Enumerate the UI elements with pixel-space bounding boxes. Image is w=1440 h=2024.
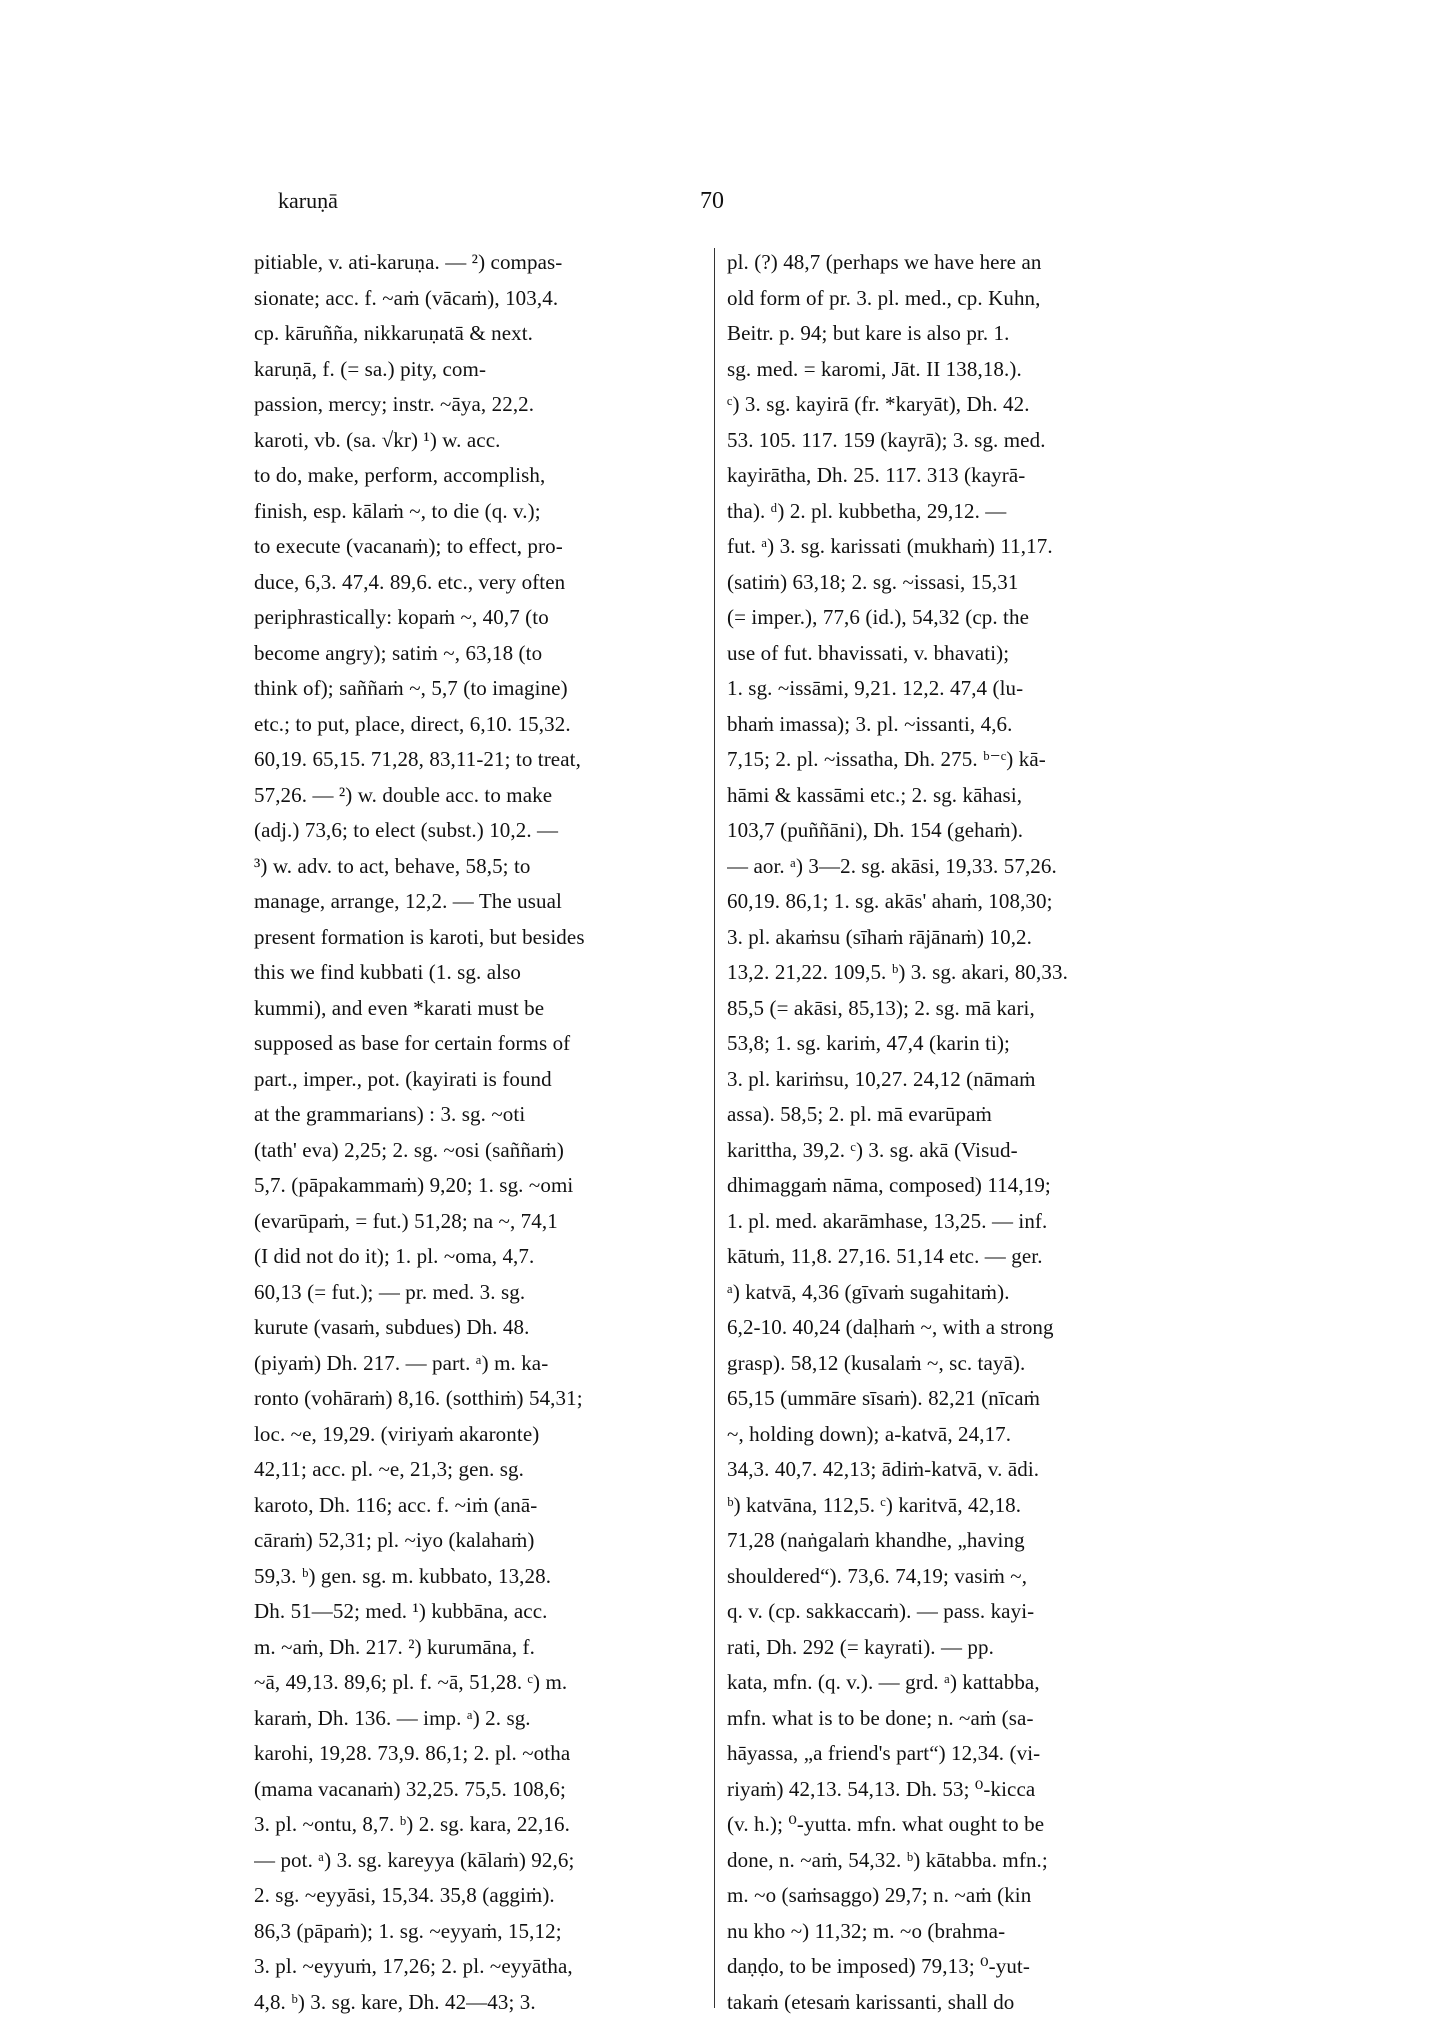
text-line: dhimaggaṁ nāma, composed) 114,19; — [727, 1173, 1051, 1197]
text-line: 5,7. (pāpakammaṁ) 9,20; 1. sg. ~omi — [254, 1173, 574, 1197]
text-line: Dh. 51—52; med. ¹) kubbāna, acc. — [254, 1599, 548, 1623]
text-line: finish, esp. kālaṁ ~, to die (q. v.); — [254, 498, 541, 523]
text-line: (mama vacanaṁ) 32,25. 75,5. 108,6; — [254, 1776, 566, 1801]
text-line: ᶜ) 3. sg. kayirā (fr. *karyāt), Dh. 42. — [727, 392, 1030, 416]
page-number: 70 — [700, 188, 724, 214]
text-line: nu kho ~) 11,32; m. ~o (brahma- — [727, 1918, 1006, 1943]
text-line: ³) w. adv. to act, behave, 58,5; to — [254, 853, 531, 878]
text-line: 57,26. — ²) w. double acc. to make — [254, 782, 553, 807]
text-line: — aor. ᵃ) 3—2. sg. akāsi, 19,33. 57,26. — [727, 853, 1057, 878]
text-line: karohi, 19,28. 73,9. 86,1; 2. pl. ~otha — [254, 1741, 571, 1765]
text-line: (satiṁ) 63,18; 2. sg. ~issasi, 15,31 — [727, 569, 1019, 594]
text-line: ~ā, 49,13. 89,6; pl. f. ~ā, 51,28. ᶜ) m. — [254, 1670, 568, 1694]
text-line: 1. sg. ~issāmi, 9,21. 12,2. 47,4 (lu- — [727, 676, 1024, 700]
text-line: become angry); satiṁ ~, 63,18 (to — [254, 640, 543, 665]
text-line: tha). ᵈ) 2. pl. kubbetha, 29,12. — — [727, 498, 1007, 523]
text-line: sg. med. = karomi, Jāt. II 138,18.). — [727, 356, 1022, 381]
text-line: 7,15; 2. pl. ~issatha, Dh. 275. ᵇ⁻ᶜ) kā- — [727, 747, 1046, 771]
text-line: karoti, vb. (sa. √kr) ¹) w. acc. — [254, 427, 501, 452]
text-line: 53. 105. 117. 159 (kayrā); 3. sg. med. — [727, 427, 1046, 452]
text-line: karuṇā, f. (= sa.) pity, com- — [254, 356, 487, 381]
text-line: (= imper.), 77,6 (id.), 54,32 (cp. the — [727, 605, 1029, 629]
text-line: 60,19. 86,1; 1. sg. akās' ahaṁ, 108,30; — [727, 889, 1053, 913]
text-line: 103,7 (puññāni), Dh. 154 (gehaṁ). — [727, 818, 1024, 842]
text-line: (piyaṁ) Dh. 217. — part. ᵃ) m. ka- — [254, 1350, 549, 1375]
text-line: loc. ~e, 19,29. (viriyaṁ akaronte) — [254, 1421, 540, 1446]
text-line: 13,2. 21,22. 109,5. ᵇ) 3. sg. akari, 80,33. — [727, 960, 1068, 984]
text-line: assa). 58,5; 2. pl. mā evarūpaṁ — [727, 1102, 992, 1126]
text-line: 53,8; 1. sg. kariṁ, 47,4 (karin ti); — [727, 1031, 1010, 1055]
text-line: pl. (?) 48,7 (perhaps we have here an — [727, 250, 1042, 274]
text-line: periphrastically: kopaṁ ~, 40,7 (to — [254, 605, 549, 629]
text-line: pitiable, v. ati-karuṇa. — ²) compas- — [254, 250, 563, 274]
text-line: (tath' eva) 2,25; 2. sg. ~osi (saññaṁ) — [254, 1137, 564, 1162]
text-line: at the grammarians) : 3. sg. ~oti — [254, 1102, 526, 1126]
text-line: hāyassa, „a friend's part“) 12,34. (vi- — [727, 1741, 1041, 1765]
text-line: supposed as base for certain forms of — [254, 1031, 571, 1055]
text-line: 6,2-10. 40,24 (daḷhaṁ ~, with a strong — [727, 1315, 1054, 1339]
text-line: karaṁ, Dh. 136. — imp. ᵃ) 2. sg. — [254, 1705, 531, 1730]
text-line: 60,19. 65,15. 71,28, 83,11-21; to treat, — [254, 747, 581, 771]
text-line: ᵇ) katvāna, 112,5. ᶜ) karitvā, 42,18. — [727, 1492, 1022, 1517]
text-line: 34,3. 40,7. 42,13; ādiṁ-katvā, v. ādi. — [727, 1457, 1040, 1481]
text-line: 3. pl. ~eyyuṁ, 17,26; 2. pl. ~eyyātha, — [254, 1954, 573, 1978]
text-line: sionate; acc. f. ~aṁ (vācaṁ), 103,4. — [254, 285, 559, 310]
text-line: 60,13 (= fut.); — pr. med. 3. sg. — [254, 1279, 526, 1304]
text-line: 3. pl. kariṁsu, 10,27. 24,12 (nāmaṁ — [727, 1066, 1036, 1091]
text-line: karittha, 39,2. ᶜ) 3. sg. akā (Visud- — [727, 1137, 1018, 1162]
text-line: 3. pl. akaṁsu (sīhaṁ rājānaṁ) 10,2. — [727, 924, 1033, 949]
text-line: (I did not do it); 1. pl. ~oma, 4,7. — [254, 1244, 535, 1268]
text-line: shouldered“). 73,6. 74,19; vasiṁ ~, — [727, 1563, 1028, 1588]
text-line: duce, 6,3. 47,4. 89,6. etc., very often — [254, 569, 566, 594]
text-line: 42,11; acc. pl. ~e, 21,3; gen. sg. — [254, 1457, 525, 1481]
text-line: 86,3 (pāpaṁ); 1. sg. ~eyyaṁ, 15,12; — [254, 1918, 562, 1943]
text-line: 3. pl. ~ontu, 8,7. ᵇ) 2. sg. kara, 22,16. — [254, 1812, 570, 1836]
text-line: m. ~o (saṁsaggo) 29,7; n. ~aṁ (kin — [727, 1883, 1032, 1907]
text-line: 71,28 (naṅgalaṁ khandhe, „having — [727, 1528, 1025, 1552]
text-line: to execute (vacanaṁ); to effect, pro- — [254, 534, 563, 558]
text-line: (evarūpaṁ, = fut.) 51,28; na ~, 74,1 — [254, 1208, 558, 1233]
text-line: ~, holding down); a-katvā, 24,17. — [727, 1421, 1012, 1446]
running-headword: karuṇā — [278, 188, 338, 213]
text-line: ronto (vohāraṁ) 8,16. (sotthiṁ) 54,31; — [254, 1386, 583, 1410]
text-line: old form of pr. 3. pl. med., cp. Kuhn, — [727, 285, 1041, 310]
text-line: done, n. ~aṁ, 54,32. ᵇ) kātabba. mfn.; — [727, 1847, 1048, 1872]
text-line: daṇḍo, to be imposed) 79,13; ⁰-yut- — [727, 1954, 1030, 1978]
text-line: 59,3. ᵇ) gen. sg. m. kubbato, 13,28. — [254, 1563, 552, 1588]
right-column — [727, 245, 1165, 2020]
left-column — [254, 245, 692, 2020]
text-line: cāraṁ) 52,31; pl. ~iyo (kalahaṁ) — [254, 1528, 535, 1552]
text-line: kayirātha, Dh. 25. 117. 313 (kayrā- — [727, 463, 1026, 487]
text-line: rati, Dh. 292 (= kayrati). — pp. — [727, 1634, 994, 1659]
text-line: present formation is karoti, but besides — [254, 924, 585, 949]
text-line: karoto, Dh. 116; acc. f. ~iṁ (anā- — [254, 1492, 538, 1517]
text-line: (v. h.); ⁰-yutta. mfn. what ought to be — [727, 1812, 1045, 1836]
text-line: kurute (vasaṁ, subdues) Dh. 48. — [254, 1315, 530, 1339]
text-line: takaṁ (etesaṁ karissanti, shall do — [727, 1989, 1015, 2014]
text-line: passion, mercy; instr. ~āya, 22,2. — [254, 392, 535, 416]
text-line: riyaṁ) 42,13. 54,13. Dh. 53; ⁰-kicca — [727, 1776, 1036, 1801]
text-line: hāmi & kassāmi etc.; 2. sg. kāhasi, — [727, 782, 1023, 807]
text-line: 1. pl. med. akarāmhase, 13,25. — inf. — [727, 1208, 1048, 1233]
text-line: grasp). 58,12 (kusalaṁ ~, sc. tayā). — [727, 1350, 1026, 1375]
text-line: m. ~aṁ, Dh. 217. ²) kurumāna, f. — [254, 1634, 535, 1659]
text-line: ᵃ) katvā, 4,36 (gīvaṁ sugahitaṁ). — [727, 1279, 1010, 1304]
text-line: use of fut. bhavissati, v. bhavati); — [727, 640, 1010, 665]
text-line: — pot. ᵃ) 3. sg. kareyya (kālaṁ) 92,6; — [254, 1847, 575, 1872]
text-line: mfn. what is to be done; n. ~aṁ (sa- — [727, 1705, 1034, 1730]
text-line: (adj.) 73,6; to elect (subst.) 10,2. — — [254, 818, 559, 842]
text-line: to do, make, perform, accomplish, — [254, 463, 546, 487]
text-line: manage, arrange, 12,2. — The usual — [254, 889, 562, 913]
text-line: 4,8. ᵇ) 3. sg. kare, Dh. 42—43; 3. — [254, 1989, 536, 2014]
text-line: bhaṁ imassa); 3. pl. ~issanti, 4,6. — [727, 711, 1013, 736]
text-line: Beitr. p. 94; but kare is also pr. 1. — [727, 321, 1010, 345]
text-line: kātuṁ, 11,8. 27,16. 51,14 etc. — ger. — [727, 1244, 1043, 1268]
text-line: kummi), and even *karati must be — [254, 995, 545, 1020]
text-line: think of); saññaṁ ~, 5,7 (to imagine) — [254, 676, 568, 700]
text-line: fut. ᵃ) 3. sg. karissati (mukhaṁ) 11,17. — [727, 534, 1053, 558]
text-line: this we find kubbati (1. sg. also — [254, 960, 521, 984]
text-line: cp. kāruñña, nikkaruṇatā & next. — [254, 321, 534, 345]
text-line: 65,15 (ummāre sīsaṁ). 82,21 (nīcaṁ — [727, 1386, 1041, 1410]
text-line: 2. sg. ~eyyāsi, 15,34. 35,8 (aggiṁ). — [254, 1883, 555, 1907]
column-divider — [714, 248, 715, 2008]
text-line: etc.; to put, place, direct, 6,10. 15,32. — [254, 711, 571, 736]
text-line: q. v. (cp. sakkaccaṁ). — pass. kayi- — [727, 1599, 1035, 1623]
text-line: 85,5 (= akāsi, 85,13); 2. sg. mā kari, — [727, 995, 1035, 1020]
text-line: kata, mfn. (q. v.). — grd. ᵃ) kattabba, — [727, 1670, 1040, 1694]
text-line: part., imper., pot. (kayirati is found — [254, 1066, 552, 1091]
